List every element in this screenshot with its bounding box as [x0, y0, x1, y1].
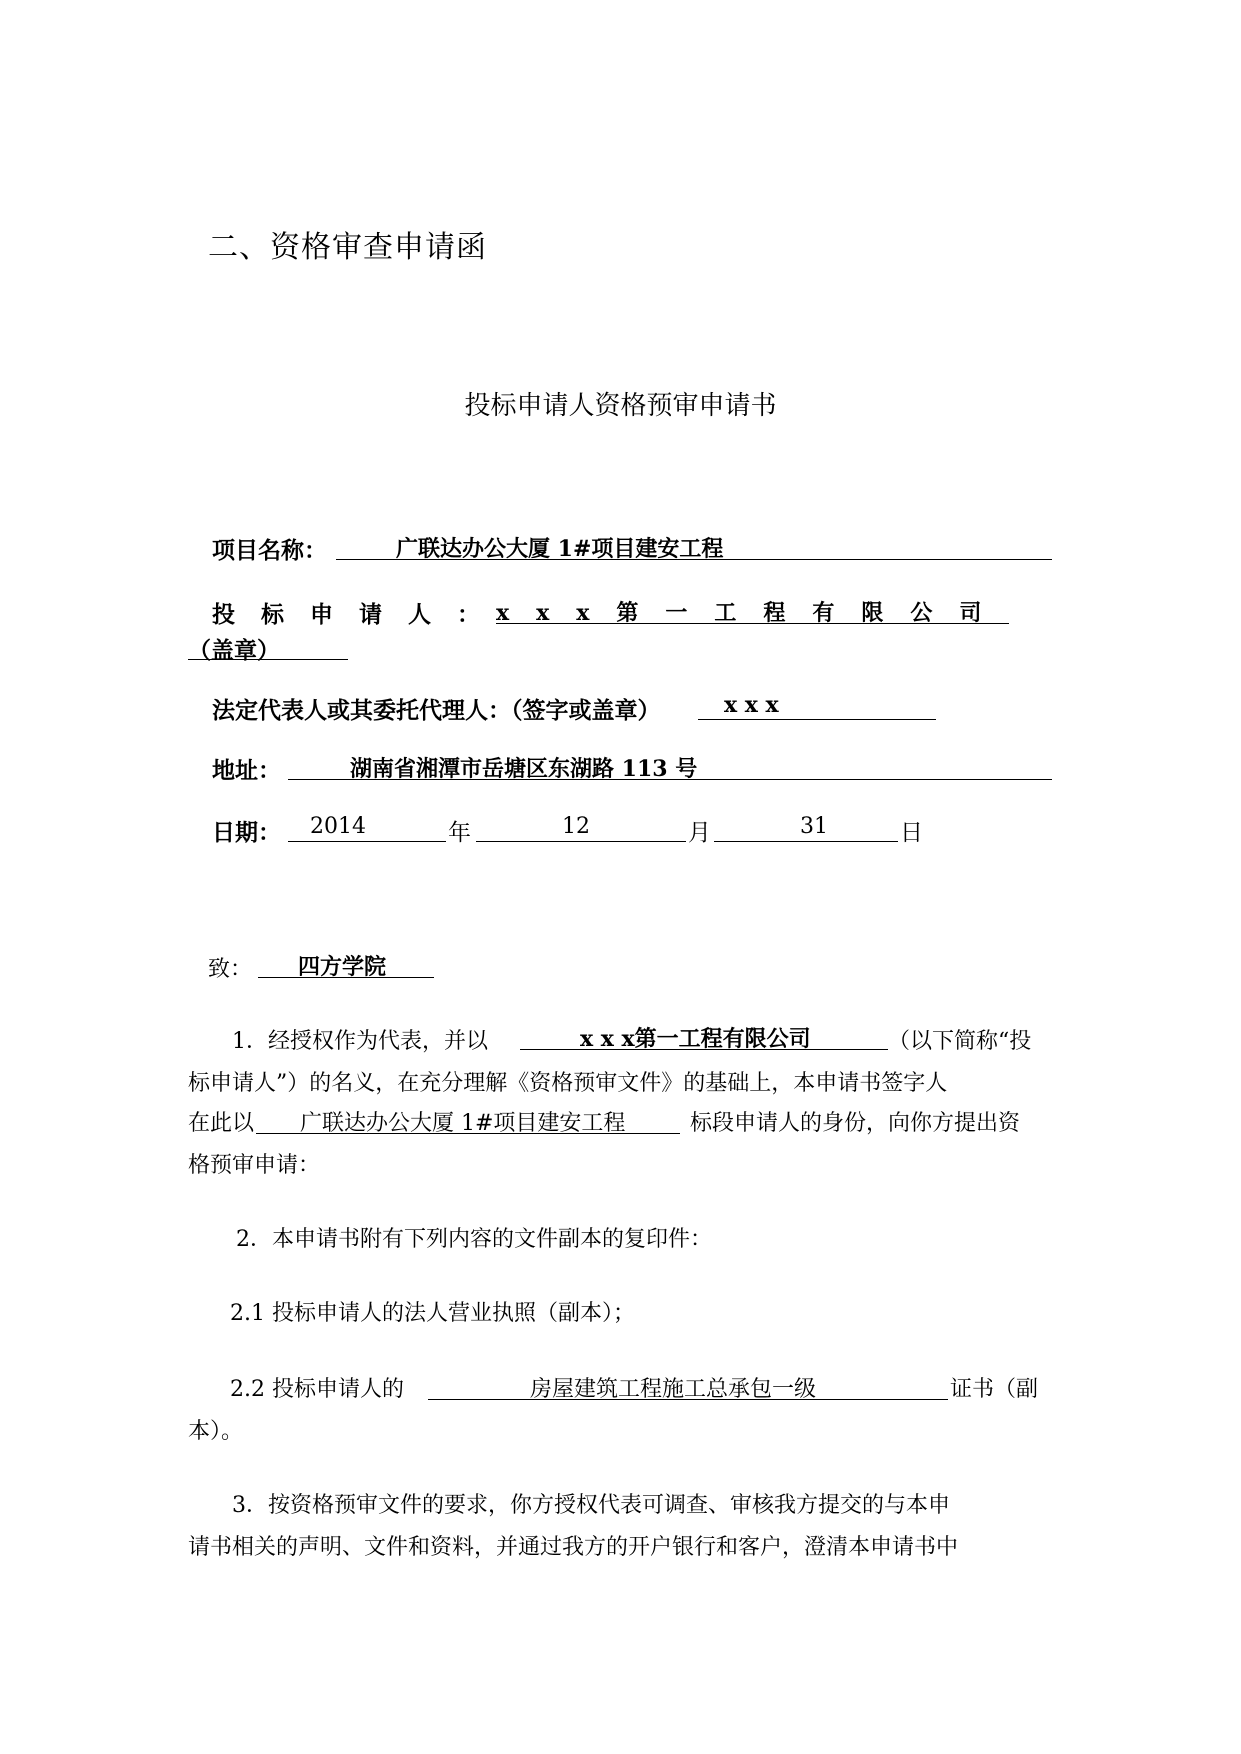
applicant-label: 投标申请人：: [212, 601, 506, 628]
para1-line2: 标申请人”）的名义，在充分理解《资格预审文件》的基础上，本申请书签字人: [188, 1071, 948, 1096]
seal-underline: [188, 659, 348, 660]
para2-2-line2: 本）。: [188, 1419, 244, 1444]
address-label: 地址：: [212, 757, 281, 784]
project-name-label: 项目名称：: [212, 537, 327, 564]
applicant-seal-label: （盖章）: [188, 637, 280, 664]
para1-company: x x x第一工程有限公司: [580, 1026, 811, 1052]
applicant-underline: [496, 623, 1009, 624]
para1-project: 广联达办公大厦 1#项目建安工程: [300, 1111, 626, 1136]
date-month-underline: [476, 841, 686, 842]
address-value: 湖南省湘潭市岳塘区东湖路 113 号: [350, 756, 698, 782]
para1-line3-start: 在此以: [188, 1111, 255, 1136]
legal-rep-underline: [698, 719, 936, 720]
applicant-value: xxx第一工程有限公司: [496, 600, 1009, 626]
para3-line2: 请书相关的声明、文件和资料，并通过我方的开户银行和客户，澄清本申请书中: [188, 1535, 959, 1560]
date-day-underline: [714, 841, 898, 842]
para1-line1-start: 1．经授权作为代表，并以: [232, 1029, 488, 1054]
date-label: 日期：: [212, 819, 281, 846]
date-month: 12: [562, 814, 590, 839]
para2-2-end: 证书（副: [950, 1377, 1039, 1402]
para2-2-cert: 房屋建筑工程施工总承包一级: [530, 1377, 817, 1402]
project-name-value: 广联达办公大厦 1#项目建安工程: [396, 536, 724, 562]
date-month-unit: 月: [688, 820, 711, 846]
para1-line3-end: 标段申请人的身份，向你方提出资: [690, 1111, 1021, 1136]
document-title: 投标申请人资格预审申请书: [464, 391, 777, 421]
addressee-label: 致：: [208, 957, 253, 982]
date-day: 31: [800, 814, 828, 839]
date-day-unit: 日: [900, 820, 923, 846]
para1-line1-end: （以下简称“投: [888, 1029, 1032, 1054]
legal-rep-label: 法定代表人或其委托代理人：（签字或盖章）: [212, 697, 661, 724]
para2: 2．本申请书附有下列内容的文件副本的复印件：: [236, 1227, 712, 1252]
section-heading: 二、资格审查申请函: [208, 230, 487, 265]
para2-2-start: 2.2 投标申请人的: [230, 1377, 404, 1402]
date-year-underline: [288, 841, 446, 842]
para2-1: 2.1 投标申请人的法人营业执照（副本）；: [230, 1301, 635, 1326]
date-year-unit: 年: [448, 820, 471, 846]
addressee-value: 四方学院: [298, 954, 387, 980]
para1-line4: 格预审申请：: [188, 1153, 321, 1178]
date-year: 2014: [310, 814, 366, 839]
para3-line1: 3．按资格预审文件的要求，你方授权代表可调查、审核我方提交的与本申: [232, 1493, 950, 1518]
legal-rep-value: x x x: [724, 692, 779, 718]
